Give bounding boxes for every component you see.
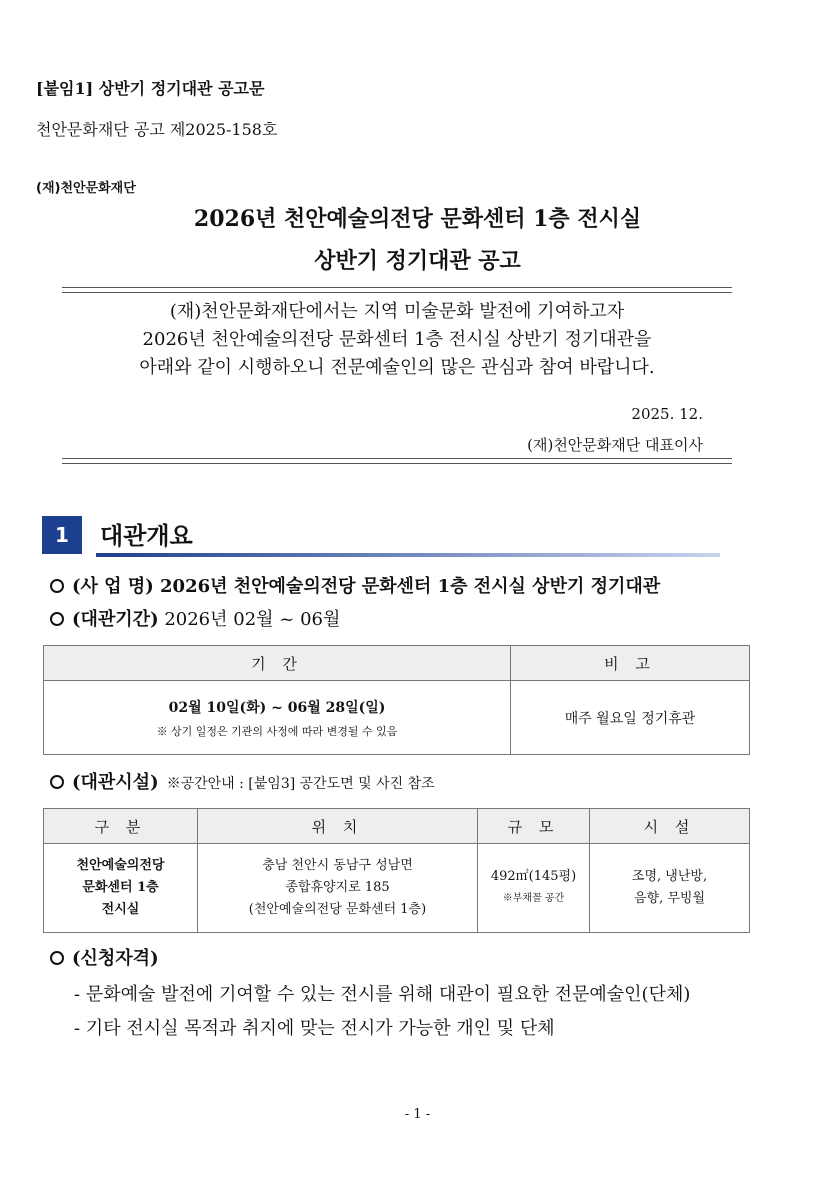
circle-bullet-icon [50, 775, 64, 789]
facility-size: 492㎡(145평) [490, 869, 577, 884]
item-eligibility [50, 944, 159, 970]
period-table-header-period: 기 간 [44, 646, 511, 681]
circle-bullet-icon [50, 579, 64, 593]
attachment-label: [붙임1] 상반기 정기대관 공고문 [36, 79, 265, 98]
period-note: ※ 상기 일정은 기관의 사정에 따라 변경될 수 있음 [156, 724, 398, 738]
project-value: 2026년 천안예술의전당 문화센터 1층 전시실 상반기 정기대관 [160, 576, 661, 597]
facility-header-category: 구 분 [44, 809, 198, 844]
facility-equipment-cell [590, 844, 750, 933]
eligibility-label: (신청자격) [72, 948, 159, 969]
section-underline [96, 553, 720, 557]
period-label: (대관기간) [72, 609, 159, 630]
page-number: - 1 - [404, 1107, 431, 1122]
project-label: (사 업 명) [72, 576, 154, 597]
facility-name-line: 천안예술의전당 [76, 858, 165, 873]
facility-location-line: 충남 천안시 동남구 성남면 [262, 858, 413, 873]
intro-top-rule [62, 287, 732, 293]
item-facility [50, 768, 435, 794]
notice-number: 천안문화재단 공고 제2025-158호 [36, 120, 278, 139]
facility-location-cell [198, 844, 478, 933]
intro-line-1: (재)천안문화재단에서는 지역 미술문화 발전에 기여하고자 [169, 301, 625, 322]
facility-label: (대관시설) [72, 772, 159, 793]
facility-size-note: ※부채꼴 공간 [502, 893, 565, 904]
facility-location-line: (천안예술의전당 문화센터 1층) [248, 902, 427, 917]
facility-name-line: 문화센터 1층 [82, 880, 159, 895]
period-dates: 02월 10일(화) ~ 06월 28일(일) [168, 699, 386, 716]
facility-equipment-line: 음향, 무빙월 [633, 891, 706, 906]
period-table [43, 645, 750, 755]
facility-size-cell [478, 844, 590, 933]
item-rental-period [50, 605, 340, 631]
period-table-header-remark: 비 고 [511, 646, 750, 681]
circle-bullet-icon [50, 612, 64, 626]
facility-location-line: 종합휴양지로 185 [285, 880, 390, 895]
signature-date: 2025. 12. [631, 405, 703, 423]
period-cell [44, 681, 511, 755]
period-value: 2026년 02월 ~ 06월 [164, 609, 341, 630]
item-project-name [50, 572, 660, 598]
facility-equipment-line: 조명, 냉난방, [631, 869, 708, 884]
document-title-line-2: 상반기 정기대관 공고 [314, 248, 521, 274]
facility-header-size: 규 모 [478, 809, 590, 844]
intro-bottom-rule [62, 458, 732, 464]
signature-issuer: (재)천안문화재단 대표이사 [527, 436, 703, 454]
document-title-line-1: 2026년 천안예술의전당 문화센터 1층 전시실 [193, 206, 642, 232]
facility-header-location: 위 치 [198, 809, 478, 844]
facility-table [43, 808, 750, 933]
eligibility-line: - 문화예술 발전에 기여할 수 있는 전시를 위해 대관이 필요한 전문예술인(단체) [74, 984, 691, 1005]
circle-bullet-icon [50, 951, 64, 965]
section-number-badge: 1 [42, 516, 82, 554]
eligibility-line: - 기타 전시실 목적과 취지에 맞는 전시가 가능한 개인 및 단체 [74, 1018, 555, 1039]
facility-name-line: 전시실 [101, 902, 140, 917]
period-remark: 매주 월요일 정기휴관 [511, 681, 750, 755]
intro-line-3: 아래와 같이 시행하오니 전문예술인의 많은 관심과 참여 바랍니다. [139, 357, 655, 378]
organization-label: (재)천안문화재단 [36, 181, 136, 196]
facility-header-equipment: 시 설 [590, 809, 750, 844]
facility-name-cell [44, 844, 198, 933]
intro-line-2: 2026년 천안예술의전당 문화센터 1층 전시실 상반기 정기대관을 [142, 329, 652, 350]
facility-guide-note: ※공간안내 : [붙임3] 공간도면 및 사진 참조 [166, 776, 435, 792]
section-title: 대관개요 [100, 522, 193, 550]
